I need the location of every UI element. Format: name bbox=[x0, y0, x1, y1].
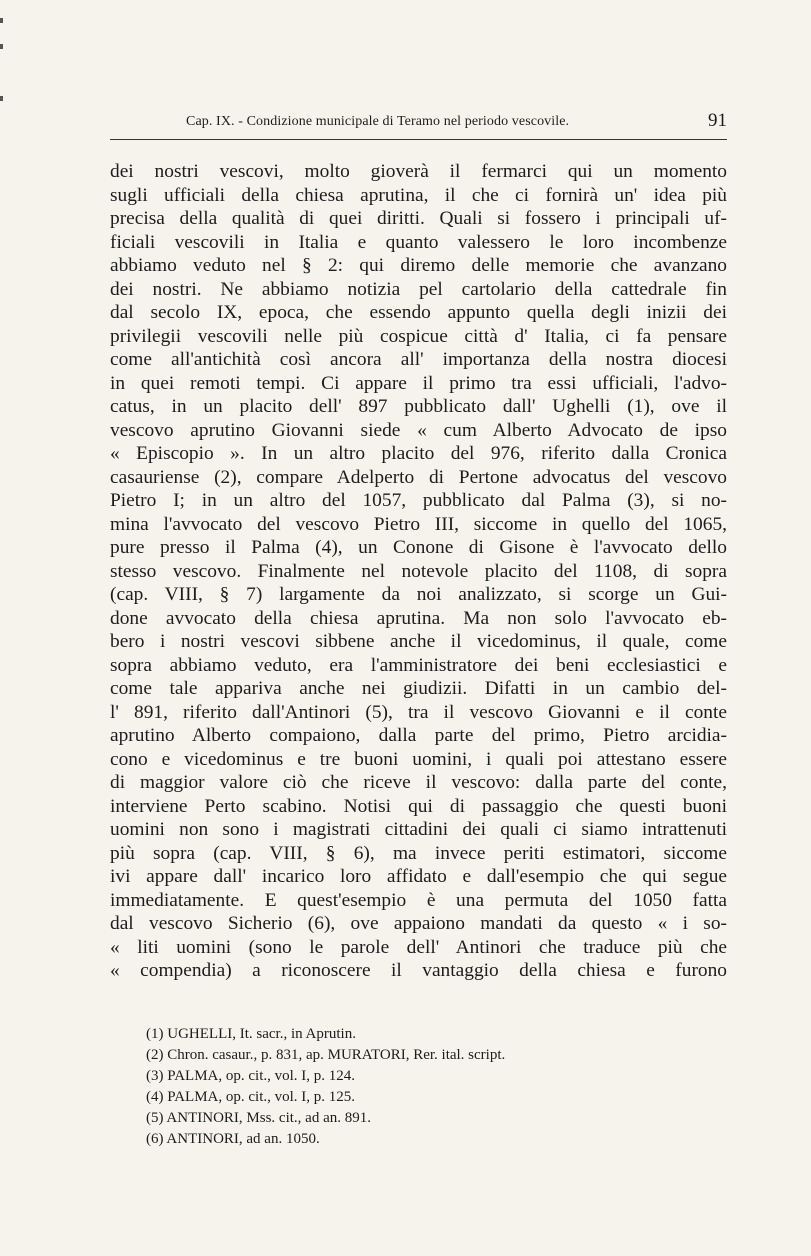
text-line: casauriense (2), compare Adelperto di Pertone advocatus del vescovo bbox=[110, 466, 727, 488]
text-line: (cap. VIII, § 7) largamente da noi analizzato, si scorge un Gui- bbox=[110, 584, 727, 605]
scan-edge-mark bbox=[0, 96, 3, 101]
text-line: « Episcopio ». In un altro placito del 976, riferito dalla Cronica bbox=[110, 443, 727, 464]
text-line: catus, in un placito dell' 897 pubblicato dall' Ughelli (1), ove il bbox=[110, 396, 727, 417]
running-head: Cap. IX. - Condizione municipale di Teramo nel periodo vescovile. bbox=[186, 114, 570, 129]
text-line: sugli ufficiali della chiesa aprutina, il che ci fornirà un' idea più bbox=[110, 184, 727, 206]
scan-edge-mark bbox=[0, 18, 3, 23]
text-line: l' 891, riferito dall'Antinori (5), tra il vescovo Giovanni e il conte bbox=[110, 701, 727, 723]
text-line: Pietro I; in un altro del 1057, pubblicato dal Palma (3), si no- bbox=[110, 490, 727, 511]
footnote: (6) ANTINORI, ad an. 1050. bbox=[146, 1131, 320, 1147]
page-header bbox=[110, 110, 727, 134]
text-line: precisa della qualità di quei diritti. Quali si fossero i principali uf- bbox=[110, 208, 727, 229]
text-line: come all'antichità così ancora all' importanza della nostra diocesi bbox=[110, 349, 727, 370]
page-number: 91 bbox=[708, 110, 727, 131]
text-line: aprutino Alberto compaiono, dalla parte del primo, Pietro arcidia- bbox=[110, 725, 727, 746]
text-line: pure presso il Palma (4), un Conone di Gisone è l'avvocato dello bbox=[110, 537, 727, 558]
body-text bbox=[110, 160, 727, 983]
text-line: vescovo aprutino Giovanni siede « cum Alberto Advocato de ipso bbox=[110, 419, 727, 441]
text-line: dal secolo IX, epoca, che essendo appunto quella degli inizii dei bbox=[110, 302, 727, 323]
text-line: ficiali vescovili in Italia e quanto valessero le loro incombenze bbox=[110, 231, 727, 253]
text-line: dal vescovo Sicherio (6), ove appaiono mandati da questo « i so- bbox=[110, 913, 727, 934]
scan-edge-mark bbox=[0, 44, 3, 49]
footnote: (4) PALMA, op. cit., vol. I, p. 125. bbox=[146, 1089, 356, 1105]
text-line: stesso vescovo. Finalmente nel notevole placito del 1108, di sopra bbox=[110, 560, 727, 582]
footnote: (3) PALMA, op. cit., vol. I, p. 124. bbox=[146, 1068, 356, 1084]
footnote: (5) ANTINORI, Mss. cit., ad an. 891. bbox=[146, 1110, 371, 1126]
text-line: di maggior valore ciò che riceve il vescovo: dalla parte del conte, bbox=[110, 772, 727, 793]
text-line: bero i nostri vescovi sibbene anche il vicedominus, il quale, come bbox=[110, 631, 727, 652]
text-line: ivi appare dall' incarico loro affidato e dall'esempio che qui segue bbox=[110, 866, 727, 887]
text-line: immediatamente. E quest'esempio è una permuta del 1050 fatta bbox=[110, 889, 727, 911]
text-line: uomini non sono i magistrati cittadini dei quali ci siamo intrattenuti bbox=[110, 819, 727, 840]
text-line: cono e vicedominus e tre buoni uomini, i quali poi attestano essere bbox=[110, 748, 727, 770]
text-line: come tale appariva anche nei giudizii. Difatti in un cambio del- bbox=[110, 678, 727, 699]
text-line: done avvocato della chiesa aprutina. Ma non solo l'avvocato eb- bbox=[110, 607, 727, 629]
text-line: mina l'avvocato del vescovo Pietro III, siccome in quello del 1065, bbox=[110, 513, 727, 535]
text-line: interviene Perto scabino. Notisi qui di passaggio che questi buoni bbox=[110, 795, 727, 817]
text-line: dei nostri vescovi, molto gioverà il fermarci qui un momento bbox=[110, 161, 727, 182]
text-line: più sopra (cap. VIII, § 6), ma invece periti estimatori, siccome bbox=[110, 842, 727, 864]
text-line: « liti uomini (sono le parole dell' Antinori che traduce più che bbox=[110, 936, 727, 958]
footnotes bbox=[146, 1024, 505, 1150]
footnote: (1) UGHELLI, It. sacr., in Aprutin. bbox=[146, 1026, 356, 1042]
text-line: abbiamo veduto nel § 2: qui diremo delle memorie che avanzano bbox=[110, 255, 727, 276]
text-line: « compendia) a riconoscere il vantaggio della chiesa e furono bbox=[110, 960, 727, 981]
text-line: privilegii vescovili nelle più cospicue città d' Italia, ci fa pensare bbox=[110, 325, 727, 347]
footnote: (2) Chron. casaur., p. 831, ap. MURATORI, Rer. ital. script. bbox=[146, 1047, 506, 1063]
text-line: in quei remoti tempi. Ci appare il primo tra essi ufficiali, l'advo- bbox=[110, 372, 727, 394]
text-line: dei nostri. Ne abbiamo notizia pel cartolario della cattedrale fin bbox=[110, 278, 727, 300]
text-line: sopra abbiamo veduto, era l'amministratore dei beni ecclesiastici e bbox=[110, 654, 727, 676]
header-rule bbox=[110, 139, 727, 140]
